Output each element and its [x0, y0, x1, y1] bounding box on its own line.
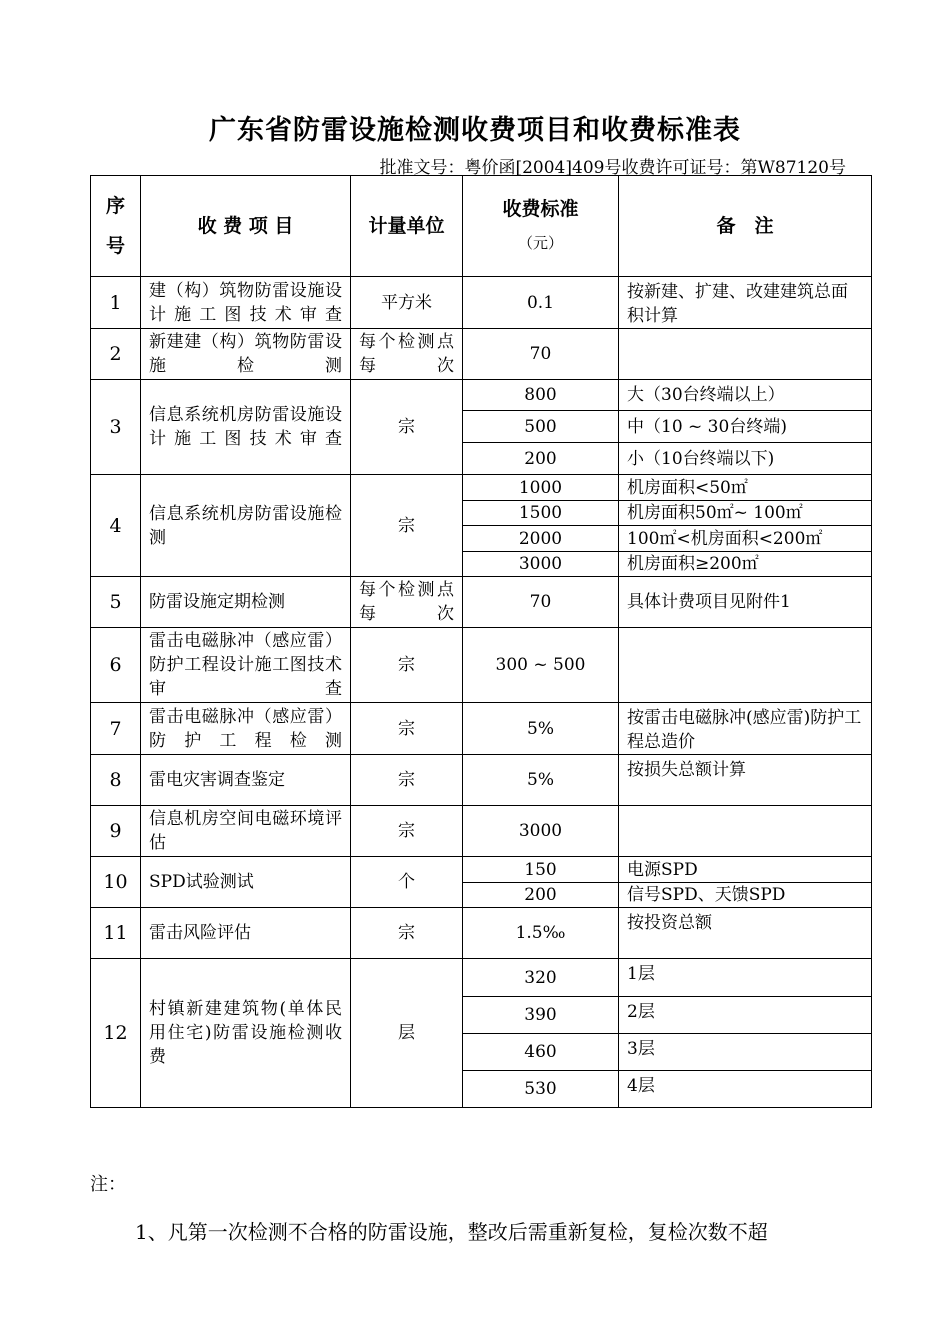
- row-unit: 平方米: [351, 277, 463, 329]
- row-item: 防雷设施定期检测: [141, 577, 351, 628]
- row-fee: 500: [463, 411, 619, 443]
- row-fee: 0.1: [463, 277, 619, 329]
- row-unit: 宗: [351, 475, 463, 577]
- table-row: [91, 908, 872, 959]
- fee-table: [90, 175, 872, 1108]
- row-number: 9: [91, 806, 141, 857]
- row-item: 信息机房空间电磁环境评估: [141, 806, 351, 857]
- row-fee: 530: [463, 1071, 619, 1108]
- row-number: 4: [91, 475, 141, 577]
- table-row: [91, 628, 872, 703]
- row-remark: [619, 329, 872, 380]
- row-remark: 按新建、扩建、改建建筑总面积计算: [619, 277, 872, 329]
- row-fee: 70: [463, 329, 619, 380]
- row-fee: 5%: [463, 703, 619, 755]
- row-remark: 3层: [619, 1034, 872, 1071]
- row-item: 村镇新建建筑物(单体民用住宅)防雷设施检测收费: [141, 959, 351, 1108]
- row-remark: 按雷击电磁脉冲(感应雷)防护工程总造价: [619, 703, 872, 755]
- row-number: 1: [91, 277, 141, 329]
- row-remark: 机房面积50㎡~ 100㎡: [619, 501, 872, 526]
- approval-number: 批准文号：粤价函[2004]409号收费许可证号：第W87120号: [379, 158, 846, 178]
- page-title: 广东省防雷设施检测收费项目和收费标准表: [209, 115, 741, 146]
- row-unit: 宗: [351, 380, 463, 475]
- table-row: [91, 329, 872, 380]
- row-remark: 大（30台终端以上）: [619, 380, 872, 411]
- row-number: 2: [91, 329, 141, 380]
- row-unit: 宗: [351, 628, 463, 703]
- row-item: 雷电灾害调查鉴定: [141, 755, 351, 806]
- row-number: 8: [91, 755, 141, 806]
- row-remark: 机房面积≥200㎡: [619, 552, 872, 577]
- row-remark: 具体计费项目见附件1: [619, 577, 872, 628]
- row-unit: 宗: [351, 806, 463, 857]
- row-unit: 宗: [351, 755, 463, 806]
- header-seq-1: 序: [105, 195, 125, 217]
- header-fee: [463, 176, 619, 277]
- table-row: [91, 277, 872, 329]
- header-unit: 计量单位: [351, 176, 463, 277]
- row-fee: 1000: [463, 475, 619, 501]
- row-number: 5: [91, 577, 141, 628]
- row-item: 信息系统机房防雷设施设计施工图技术审查: [141, 380, 351, 475]
- row-fee: 2000: [463, 526, 619, 552]
- row-remark: 机房面积<50㎡: [619, 475, 872, 501]
- row-remark: 2层: [619, 997, 872, 1034]
- table-row: [91, 806, 872, 857]
- row-remark: [619, 628, 872, 703]
- row-remark: 信号SPD、天馈SPD: [619, 883, 872, 908]
- row-fee: 3000: [463, 552, 619, 577]
- header-fee-label: 收费标准: [502, 198, 579, 220]
- table-row: [91, 475, 872, 501]
- row-remark: 小（10台终端以下): [619, 443, 872, 475]
- header-seq-2: 号: [105, 235, 125, 257]
- row-fee: 460: [463, 1034, 619, 1071]
- table-row: [91, 959, 872, 997]
- row-item: 新建建（构）筑物防雷设施检测: [141, 329, 351, 380]
- row-item: 雷击电磁脉冲（感应雷）防护工程检测: [141, 703, 351, 755]
- row-unit: 宗: [351, 908, 463, 959]
- table-row: [91, 857, 872, 883]
- notes-label: 注：: [90, 1174, 126, 1195]
- row-unit: 个: [351, 857, 463, 908]
- row-number: 3: [91, 380, 141, 475]
- row-remark: 按投资总额: [619, 908, 872, 959]
- table-row: [91, 380, 872, 411]
- row-fee: 3000: [463, 806, 619, 857]
- row-item: 雷击电磁脉冲（感应雷）防护工程设计施工图技术审查: [141, 628, 351, 703]
- row-fee: 5%: [463, 755, 619, 806]
- row-number: 11: [91, 908, 141, 959]
- row-item: SPD试验测试: [141, 857, 351, 908]
- row-fee: 200: [463, 883, 619, 908]
- row-fee: 800: [463, 380, 619, 411]
- header-item: 收 费 项 目: [141, 176, 351, 277]
- row-remark: 100㎡<机房面积<200㎡: [619, 526, 872, 552]
- row-fee: 320: [463, 959, 619, 997]
- row-remark: 4层: [619, 1071, 872, 1108]
- row-fee: 390: [463, 997, 619, 1034]
- row-number: 12: [91, 959, 141, 1108]
- row-number: 7: [91, 703, 141, 755]
- row-unit: 每个检测点每次: [351, 329, 463, 380]
- row-fee: 150: [463, 857, 619, 883]
- row-item: 信息系统机房防雷设施检测: [141, 475, 351, 577]
- table-header-row: [91, 176, 872, 277]
- header-remark: 备 注: [619, 176, 872, 277]
- table-row: [91, 703, 872, 755]
- note-1: 1、凡第一次检测不合格的防雷设施，整改后需重新复检，复检次数不超: [135, 1220, 768, 1244]
- row-remark: 中（10 ~ 30台终端): [619, 411, 872, 443]
- table-row: [91, 755, 872, 806]
- header-seq: [91, 176, 141, 277]
- header-fee-unit: （元）: [517, 234, 563, 252]
- row-item: 雷击风险评估: [141, 908, 351, 959]
- row-number: 6: [91, 628, 141, 703]
- row-fee: 70: [463, 577, 619, 628]
- row-unit: 每个检测点每次: [351, 577, 463, 628]
- row-unit: 层: [351, 959, 463, 1108]
- row-remark: 1层: [619, 959, 872, 997]
- row-remark: 电源SPD: [619, 857, 872, 883]
- row-fee: 1500: [463, 501, 619, 526]
- row-fee: 300 ~ 500: [463, 628, 619, 703]
- row-number: 10: [91, 857, 141, 908]
- table-row: [91, 577, 872, 628]
- row-unit: 宗: [351, 703, 463, 755]
- row-fee: 200: [463, 443, 619, 475]
- row-fee: 1.5‰: [463, 908, 619, 959]
- row-remark: [619, 806, 872, 857]
- row-item: 建（构）筑物防雷设施设计施工图技术审查: [141, 277, 351, 329]
- row-remark: 按损失总额计算: [619, 755, 872, 806]
